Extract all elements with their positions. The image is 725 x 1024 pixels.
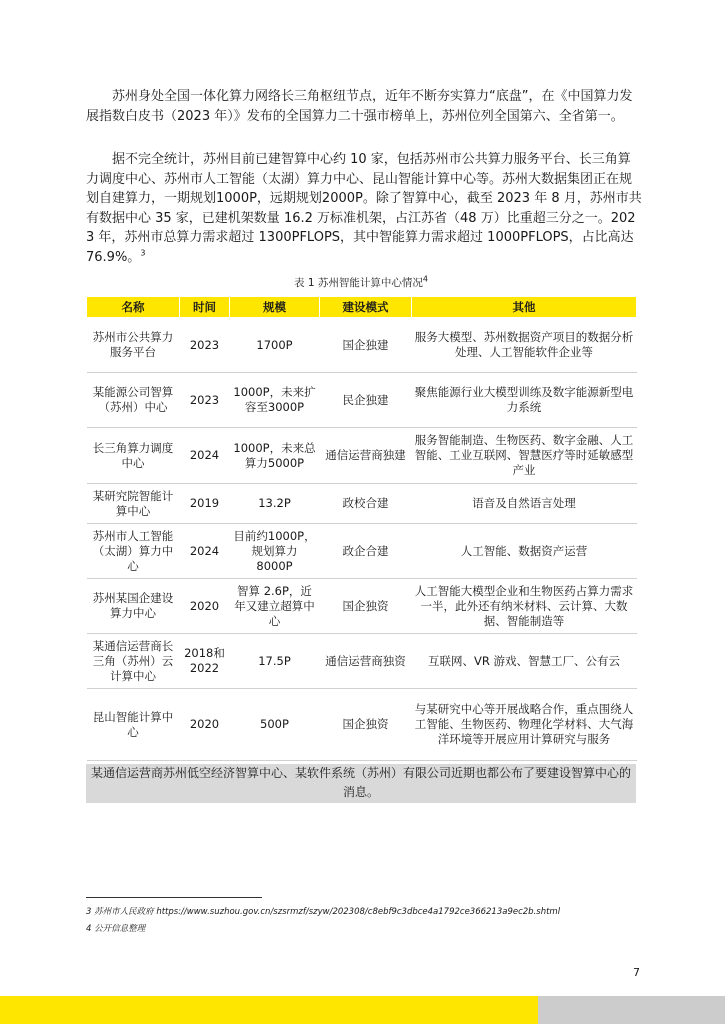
cell-name: 昆山智能计算中心	[87, 689, 180, 761]
statistics-paragraph	[86, 150, 642, 267]
cell-mode: 国企独资	[320, 689, 412, 761]
table-row	[87, 484, 637, 524]
footer-bar-yellow	[0, 996, 538, 1024]
computing-centers-table	[86, 296, 637, 761]
cell-year: 2023	[180, 373, 230, 428]
cell-scale: 500P	[230, 689, 320, 761]
cell-other: 互联网、VR 游戏、智慧工厂、公有云	[412, 634, 637, 689]
cell-name: 苏州市人工智能（太湖）算力中心	[87, 524, 180, 579]
cell-year: 2024	[180, 428, 230, 484]
cell-name: 某能源公司智算（苏州）中心	[87, 373, 180, 428]
footnote-4: 4 公开信息整理	[86, 924, 146, 934]
page-number: 7	[633, 966, 640, 979]
header-scale: 规模	[230, 297, 320, 318]
cell-other: 与某研究中心等开展战略合作，重点围绕人工智能、生物医药、物理化学材料、大气海洋环境等开展应用计算研究与服务	[412, 689, 637, 761]
statistics-paragraph-text: 据不完全统计，苏州目前已建智算中心约 10 家，包括苏州市公共算力服务平台、长三角算力调度中心、苏州市人工智能（太湖）算力中心、昆山智能计算中心等。苏州大数据集团正在规划自建算力，一期规划1000P，远期规划2000P。除了智算中心，截至 2023 年 8 月，苏州市共有数据中心 35 家，已建机架数量 16.2 万标准机架，占江苏省（48 万）比重超三分之一。2023 年，苏州市总算力需求超过 1300PFLOPS，其中智能算力需求超过 1000PFLOPS，占比高达 76.9%。	[86, 152, 642, 265]
cell-year: 2024	[180, 524, 230, 579]
cell-name: 苏州某国企建设算力中心	[87, 579, 180, 634]
cell-year: 2020	[180, 689, 230, 761]
cell-other: 聚焦能源行业大模型训练及数字能源新型电力系统	[412, 373, 637, 428]
table-row	[87, 634, 637, 689]
table-header-row	[87, 297, 637, 318]
table-row	[87, 579, 637, 634]
header-name: 名称	[87, 297, 180, 318]
cell-scale: 目前约1000P，规划算力 8000P	[230, 524, 320, 579]
cell-name: 某研究院智能计算中心	[87, 484, 180, 524]
table-row	[87, 373, 637, 428]
footnote-ref-4: 4	[422, 274, 428, 284]
cell-name: 某通信运营商长三角（苏州）云计算中心	[87, 634, 180, 689]
cell-mode: 政企合建	[320, 524, 412, 579]
footnote-3: 3 苏州市人民政府 https://www.suzhou.gov.cn/szsrmzf/szyw/202308/c8ebf9c3dbce4a1792ce366213a9ec2b.shtml	[86, 907, 561, 917]
cell-other: 服务大模型、苏州数据资产项目的数据分析处理、人工智能软件企业等	[412, 318, 637, 373]
cell-mode: 通信运营商独建	[320, 428, 412, 484]
cell-year: 2020	[180, 579, 230, 634]
table-note: 某通信运营商苏州低空经济智算中心、某软件系统（苏州）有限公司近期也都公布了要建设智算中心的消息。	[86, 764, 636, 803]
cell-other: 语音及自然语言处理	[412, 484, 637, 524]
cell-scale: 1000P，未来总算力5000P	[230, 428, 320, 484]
footnote-divider	[86, 897, 262, 898]
cell-year: 2023	[180, 318, 230, 373]
cell-mode: 通信运营商独资	[320, 634, 412, 689]
footer-bar-gray	[538, 996, 725, 1024]
cell-other: 服务智能制造、生物医药、数字金融、人工智能、工业互联网、智慧医疗等时延敏感型产业	[412, 428, 637, 484]
cell-year: 2018和2022	[180, 634, 230, 689]
cell-mode: 政校合建	[320, 484, 412, 524]
cell-year: 2019	[180, 484, 230, 524]
cell-name: 长三角算力调度中心	[87, 428, 180, 484]
cell-name: 苏州市公共算力服务平台	[87, 318, 180, 373]
header-year: 时间	[180, 297, 230, 318]
cell-scale: 1700P	[230, 318, 320, 373]
footnote-ref-3: 3	[140, 248, 146, 258]
cell-mode: 国企独资	[320, 579, 412, 634]
cell-mode: 国企独建	[320, 318, 412, 373]
table-row	[87, 524, 637, 579]
cell-other: 人工智能、数据资产运营	[412, 524, 637, 579]
cell-other: 人工智能大模型企业和生物医药占算力需求一半，此外还有纳米材料、云计算、大数据、智能制造等	[412, 579, 637, 634]
table-row	[87, 428, 637, 484]
cell-scale: 17.5P	[230, 634, 320, 689]
cell-scale: 1000P，未来扩容至3000P	[230, 373, 320, 428]
table-row	[87, 318, 637, 373]
table-row	[87, 689, 637, 761]
intro-paragraph: 苏州身处全国一体化算力网络长三角枢纽节点，近年不断夯实算力“底盘”，在《中国算力发展指数白皮书（2023 年）》发布的全国算力二十强市榜单上，苏州位列全国第六、全省第一。	[86, 89, 633, 124]
header-mode: 建设模式	[320, 297, 412, 318]
cell-mode: 民企独建	[320, 373, 412, 428]
header-other: 其他	[412, 297, 637, 318]
table-caption-text: 表 1 苏州智能计算中心情况	[294, 277, 423, 289]
cell-scale: 13.2P	[230, 484, 320, 524]
table-caption	[86, 275, 636, 290]
cell-scale: 智算 2.6P，近年又建立超算中心	[230, 579, 320, 634]
